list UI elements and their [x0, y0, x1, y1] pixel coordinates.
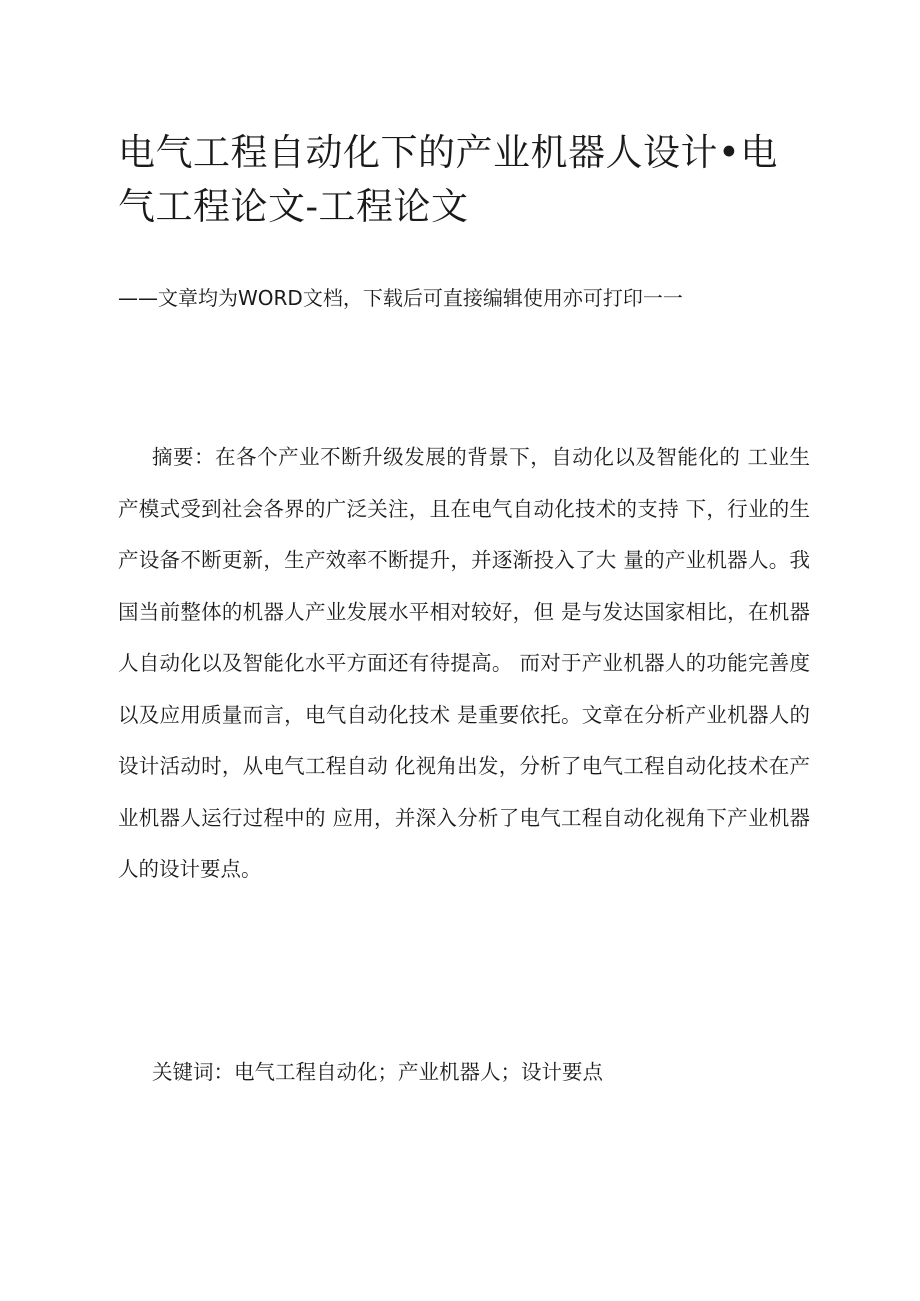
- document-subtitle: ——文章均为WORD文档，下载后可直接编辑使用亦可打印一一: [118, 286, 683, 310]
- document-title: 电气工程自动化下的产业机器人设计•电气工程论文-工程论文: [118, 131, 778, 228]
- keywords-line: 关键词：电气工程自动化；产业机器人；设计要点: [152, 1060, 603, 1084]
- abstract-paragraph: 摘要：在各个产业不断升级发展的背景下，自动化以及智能化的 工业生产模式受到社会各界的广泛关注，且在电气自动化技术的支持 下，行业的生产设备不断更新，生产效率不断提升，并逐渐投入了大 量的产业机器人。我国当前整体的机器人产业发展水平相对较好，但 是与发达国家相比，在机器人自动化以及智能化水平方面还有待提高。 而对于产业机器人的功能完善度以及应用质量而言，电气自动化技术 是重要依托。文章在分析产业机器人的设计活动时，从电气工程自动 化视角出发，分析了电气工程自动化技术在产业机器人运行过程中的 应用，并深入分析了电气工程自动化视角下产业机器人的设计要点。: [118, 445, 810, 881]
